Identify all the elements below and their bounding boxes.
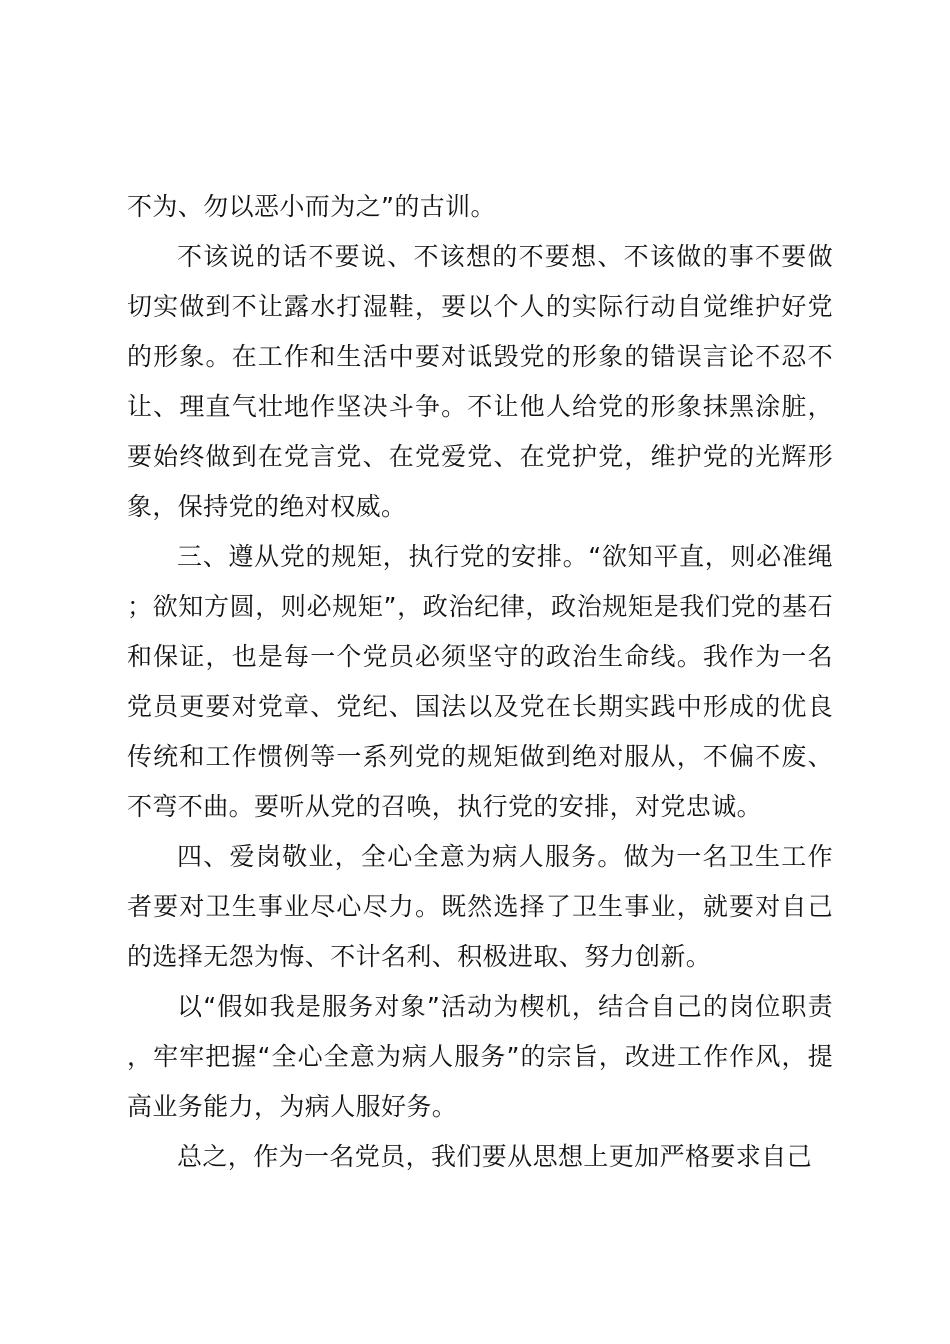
document-body [127,182,833,1182]
paragraph-1: 不为、勿以恶小而为之”的古训。 [127,192,496,221]
paragraph-3: 三、遵从党的规矩，执行党的安排。“欲知平直，则必准绳；欲知方圆，则必规矩”，政治纪律，政治规矩是我们党的基石和保证，也是每一个党员必须坚守的政治生命线。我作为一名党员更要对党章、党纪、国法以及党在长期实践中形成的优良传统和工作惯例等一系列党的规矩做到绝对服从，不偏不废、不弯不曲。要听从党的召唤，执行党的安排，对党忠诚。 [127,542,833,821]
paragraph-6: 总之，作为一名党员，我们要从思想上更加严格要求自己 [177,1142,813,1171]
paragraph-2: 不该说的话不要说、不该想的不要想、不该做的事不要做切实做到不让露水打湿鞋，要以个人的实际行动自觉维护好党的形象。在工作和生活中要对诋毁党的形象的错误言论不忍不让、理直气壮地作坚决斗争。不让他人给党的形象抹黑涂脏，要始终做到在党言党、在党爱党、在党护党，维护党的光辉形象，保持党的绝对权威。 [127,242,833,521]
paragraph-4: 四、爱岗敬业，全心全意为病人服务。做为一名卫生工作者要对卫生事业尽心尽力。既然选择了卫生事业，就要对自己的选择无怨为悔、不计名利、积极进取、努力创新。 [127,842,833,971]
paragraph-5: 以“假如我是服务对象”活动为楔机，结合自己的岗位职责，牢牢把握“全心全意为病人服务”的宗旨，改进工作作风，提高业务能力，为病人服好务。 [127,992,833,1121]
